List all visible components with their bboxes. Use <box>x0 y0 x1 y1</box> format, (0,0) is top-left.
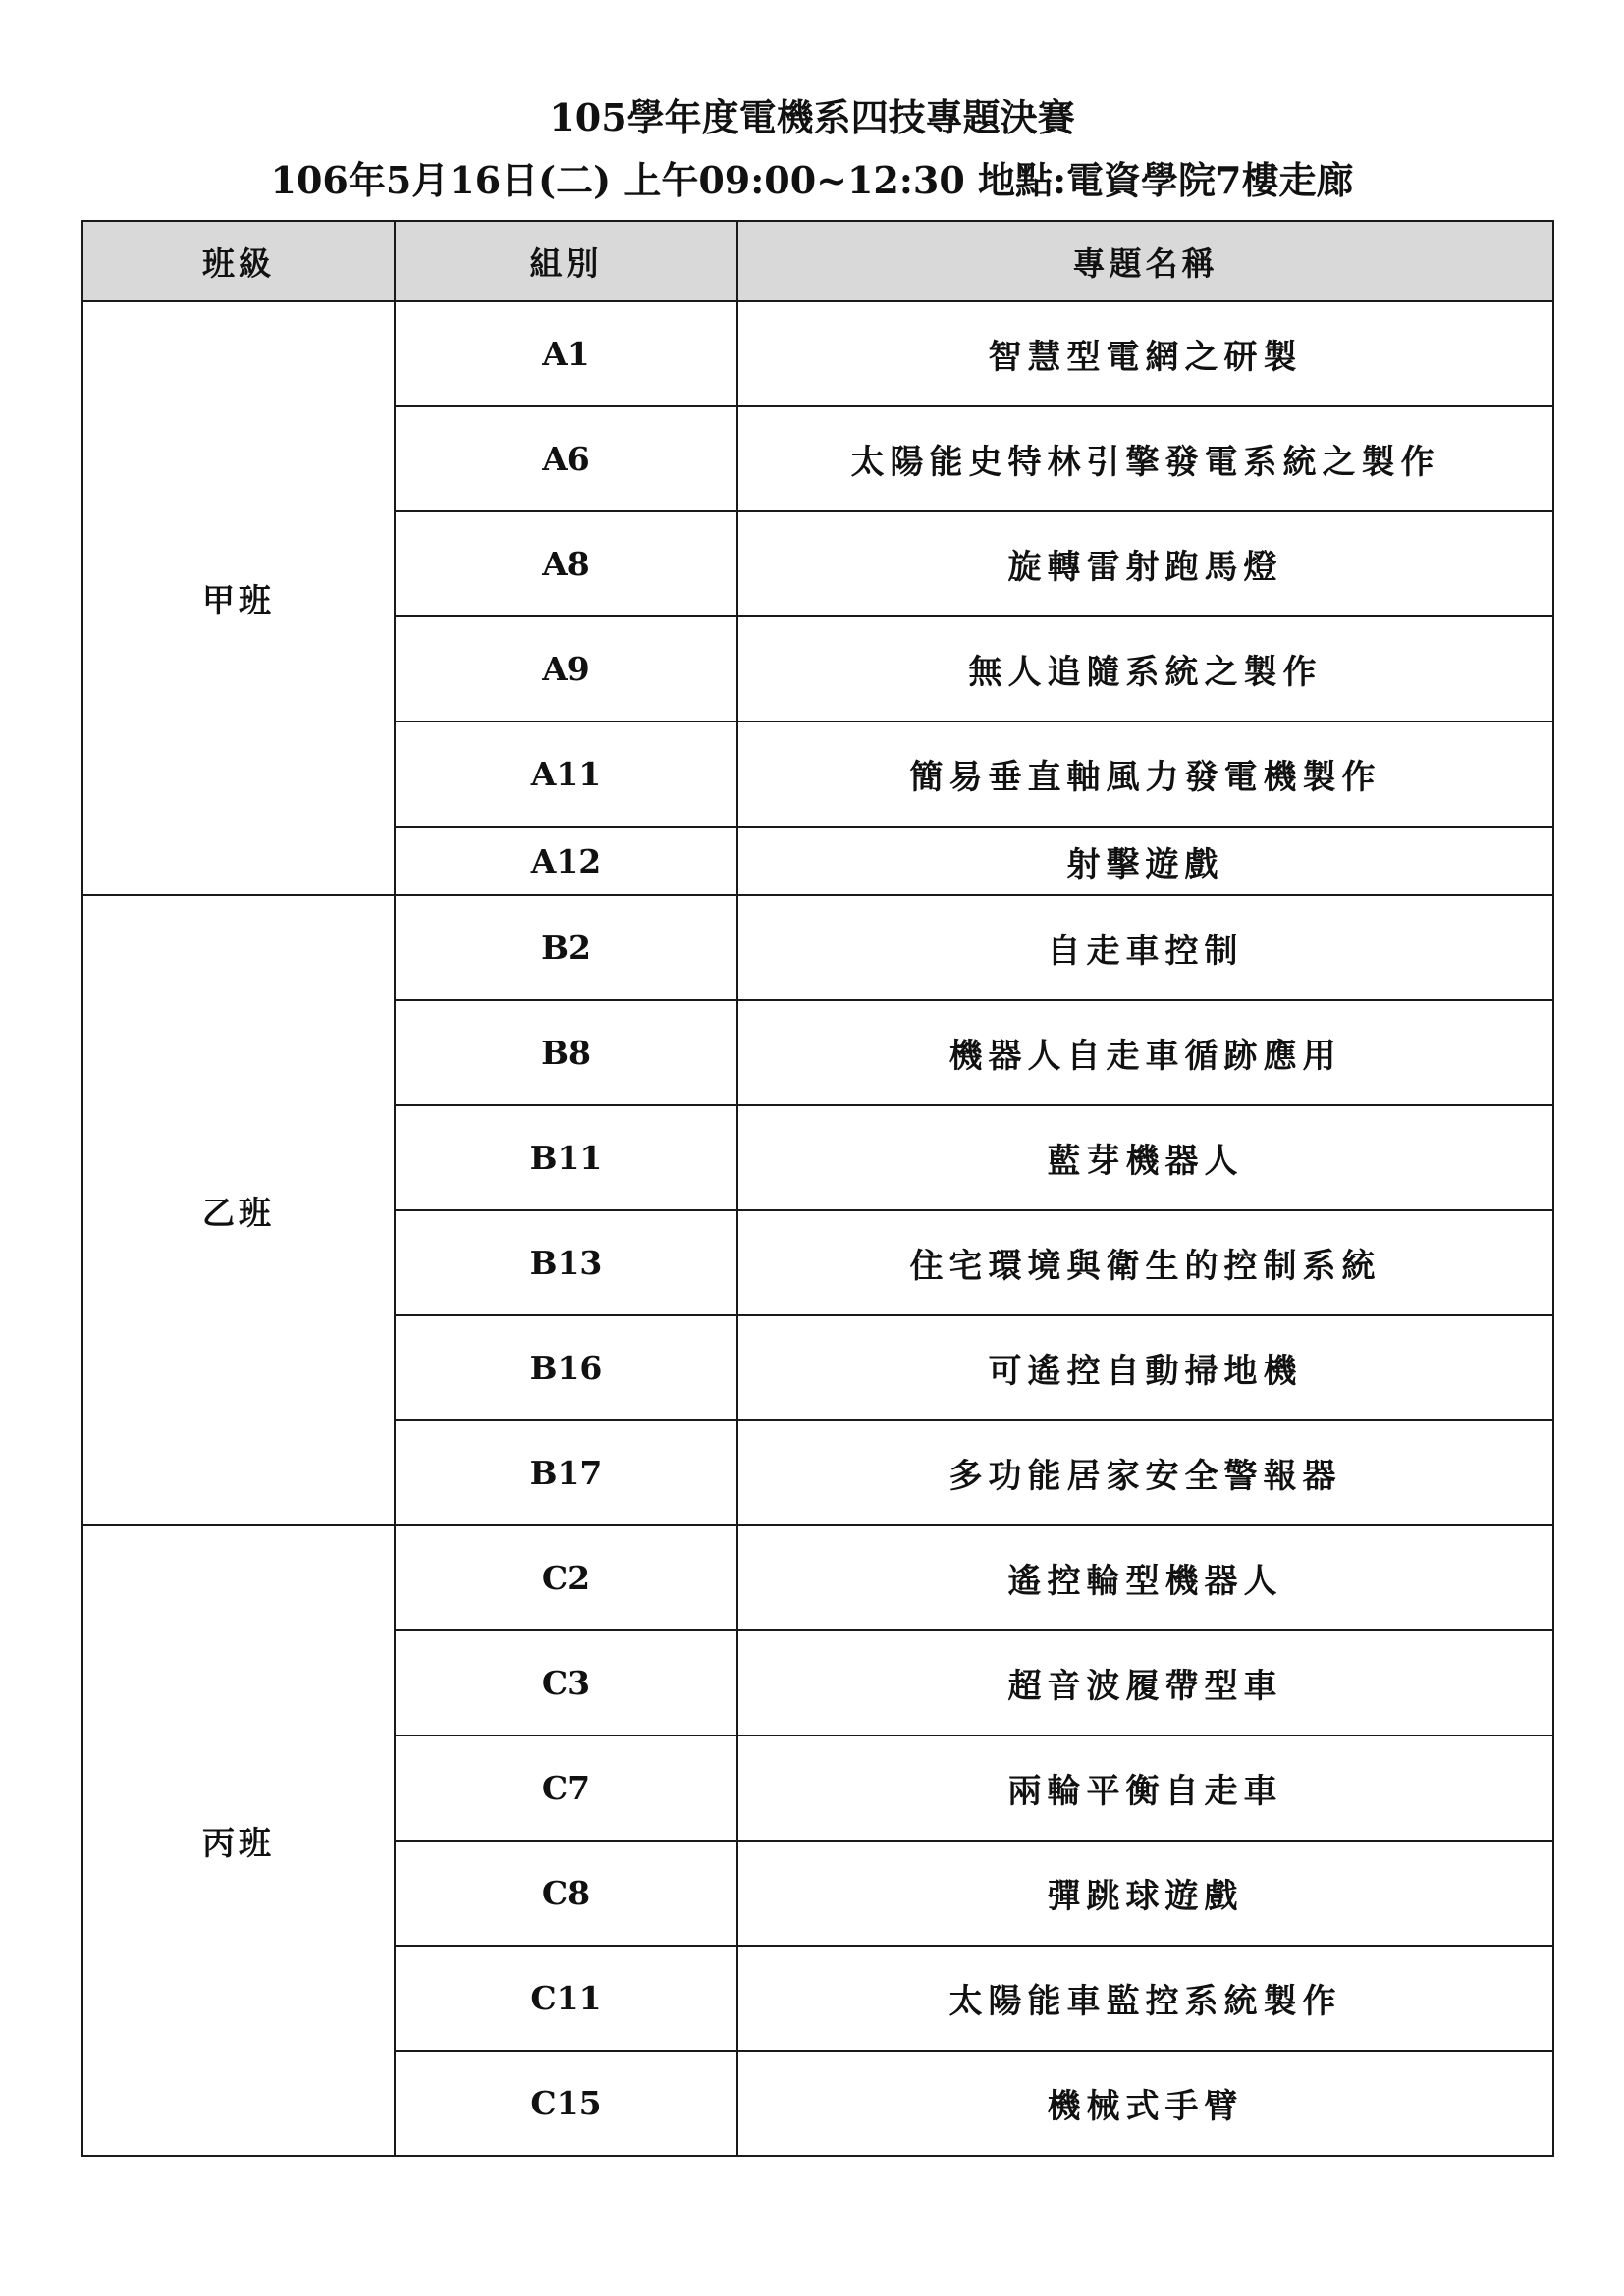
project-cell: 無人追隨系統之製作 <box>737 616 1553 721</box>
group-cell: A9 <box>395 616 737 721</box>
table-row <box>82 301 1553 406</box>
group-cell: B16 <box>395 1315 737 1420</box>
group-cell: B11 <box>395 1105 737 1210</box>
project-cell: 機械式手臂 <box>737 2051 1553 2156</box>
group-cell: A6 <box>395 406 737 511</box>
group-cell: B17 <box>395 1420 737 1525</box>
project-cell: 射擊遊戲 <box>737 827 1553 895</box>
class-cell: 乙班 <box>82 895 395 1525</box>
class-cell: 丙班 <box>82 1525 395 2156</box>
header-row <box>82 221 1553 301</box>
project-cell: 旋轉雷射跑馬燈 <box>737 511 1553 616</box>
event-info: 106年5月16日(二) 上午09:00~12:30 地點:電資學院7樓走廊 <box>270 158 1354 202</box>
project-cell: 多功能居家安全警報器 <box>737 1420 1553 1525</box>
header-class: 班級 <box>82 221 395 301</box>
table-row <box>82 895 1553 1000</box>
document-title: 105學年度電機系四技專題決賽 <box>549 95 1075 139</box>
group-cell: A11 <box>395 721 737 827</box>
group-cell: B8 <box>395 1000 737 1105</box>
group-cell: A8 <box>395 511 737 616</box>
header-group: 組別 <box>395 221 737 301</box>
project-cell: 機器人自走車循跡應用 <box>737 1000 1553 1105</box>
group-cell: B13 <box>395 1210 737 1315</box>
project-cell: 可遙控自動掃地機 <box>737 1315 1553 1420</box>
group-cell: C3 <box>395 1630 737 1735</box>
header-project: 專題名稱 <box>737 221 1553 301</box>
project-cell: 簡易垂直軸風力發電機製作 <box>737 721 1553 827</box>
project-cell: 藍芽機器人 <box>737 1105 1553 1210</box>
project-cell: 太陽能史特林引擎發電系統之製作 <box>737 406 1553 511</box>
project-cell: 太陽能車監控系統製作 <box>737 1946 1553 2051</box>
table-row <box>82 1525 1553 1630</box>
project-cell: 住宅環境與衛生的控制系統 <box>737 1210 1553 1315</box>
group-cell: A12 <box>395 827 737 895</box>
project-cell: 智慧型電網之研製 <box>737 301 1553 406</box>
project-cell: 超音波履帶型車 <box>737 1630 1553 1735</box>
group-cell: C8 <box>395 1841 737 1946</box>
group-cell: C15 <box>395 2051 737 2156</box>
group-cell: B2 <box>395 895 737 1000</box>
project-cell: 彈跳球遊戲 <box>737 1841 1553 1946</box>
group-cell: C2 <box>395 1525 737 1630</box>
group-cell: C11 <box>395 1946 737 2051</box>
group-cell: A1 <box>395 301 737 406</box>
project-cell: 遙控輪型機器人 <box>737 1525 1553 1630</box>
schedule-table <box>81 220 1554 2157</box>
class-cell: 甲班 <box>82 301 395 895</box>
project-cell: 兩輪平衡自走車 <box>737 1735 1553 1841</box>
project-cell: 自走車控制 <box>737 895 1553 1000</box>
group-cell: C7 <box>395 1735 737 1841</box>
